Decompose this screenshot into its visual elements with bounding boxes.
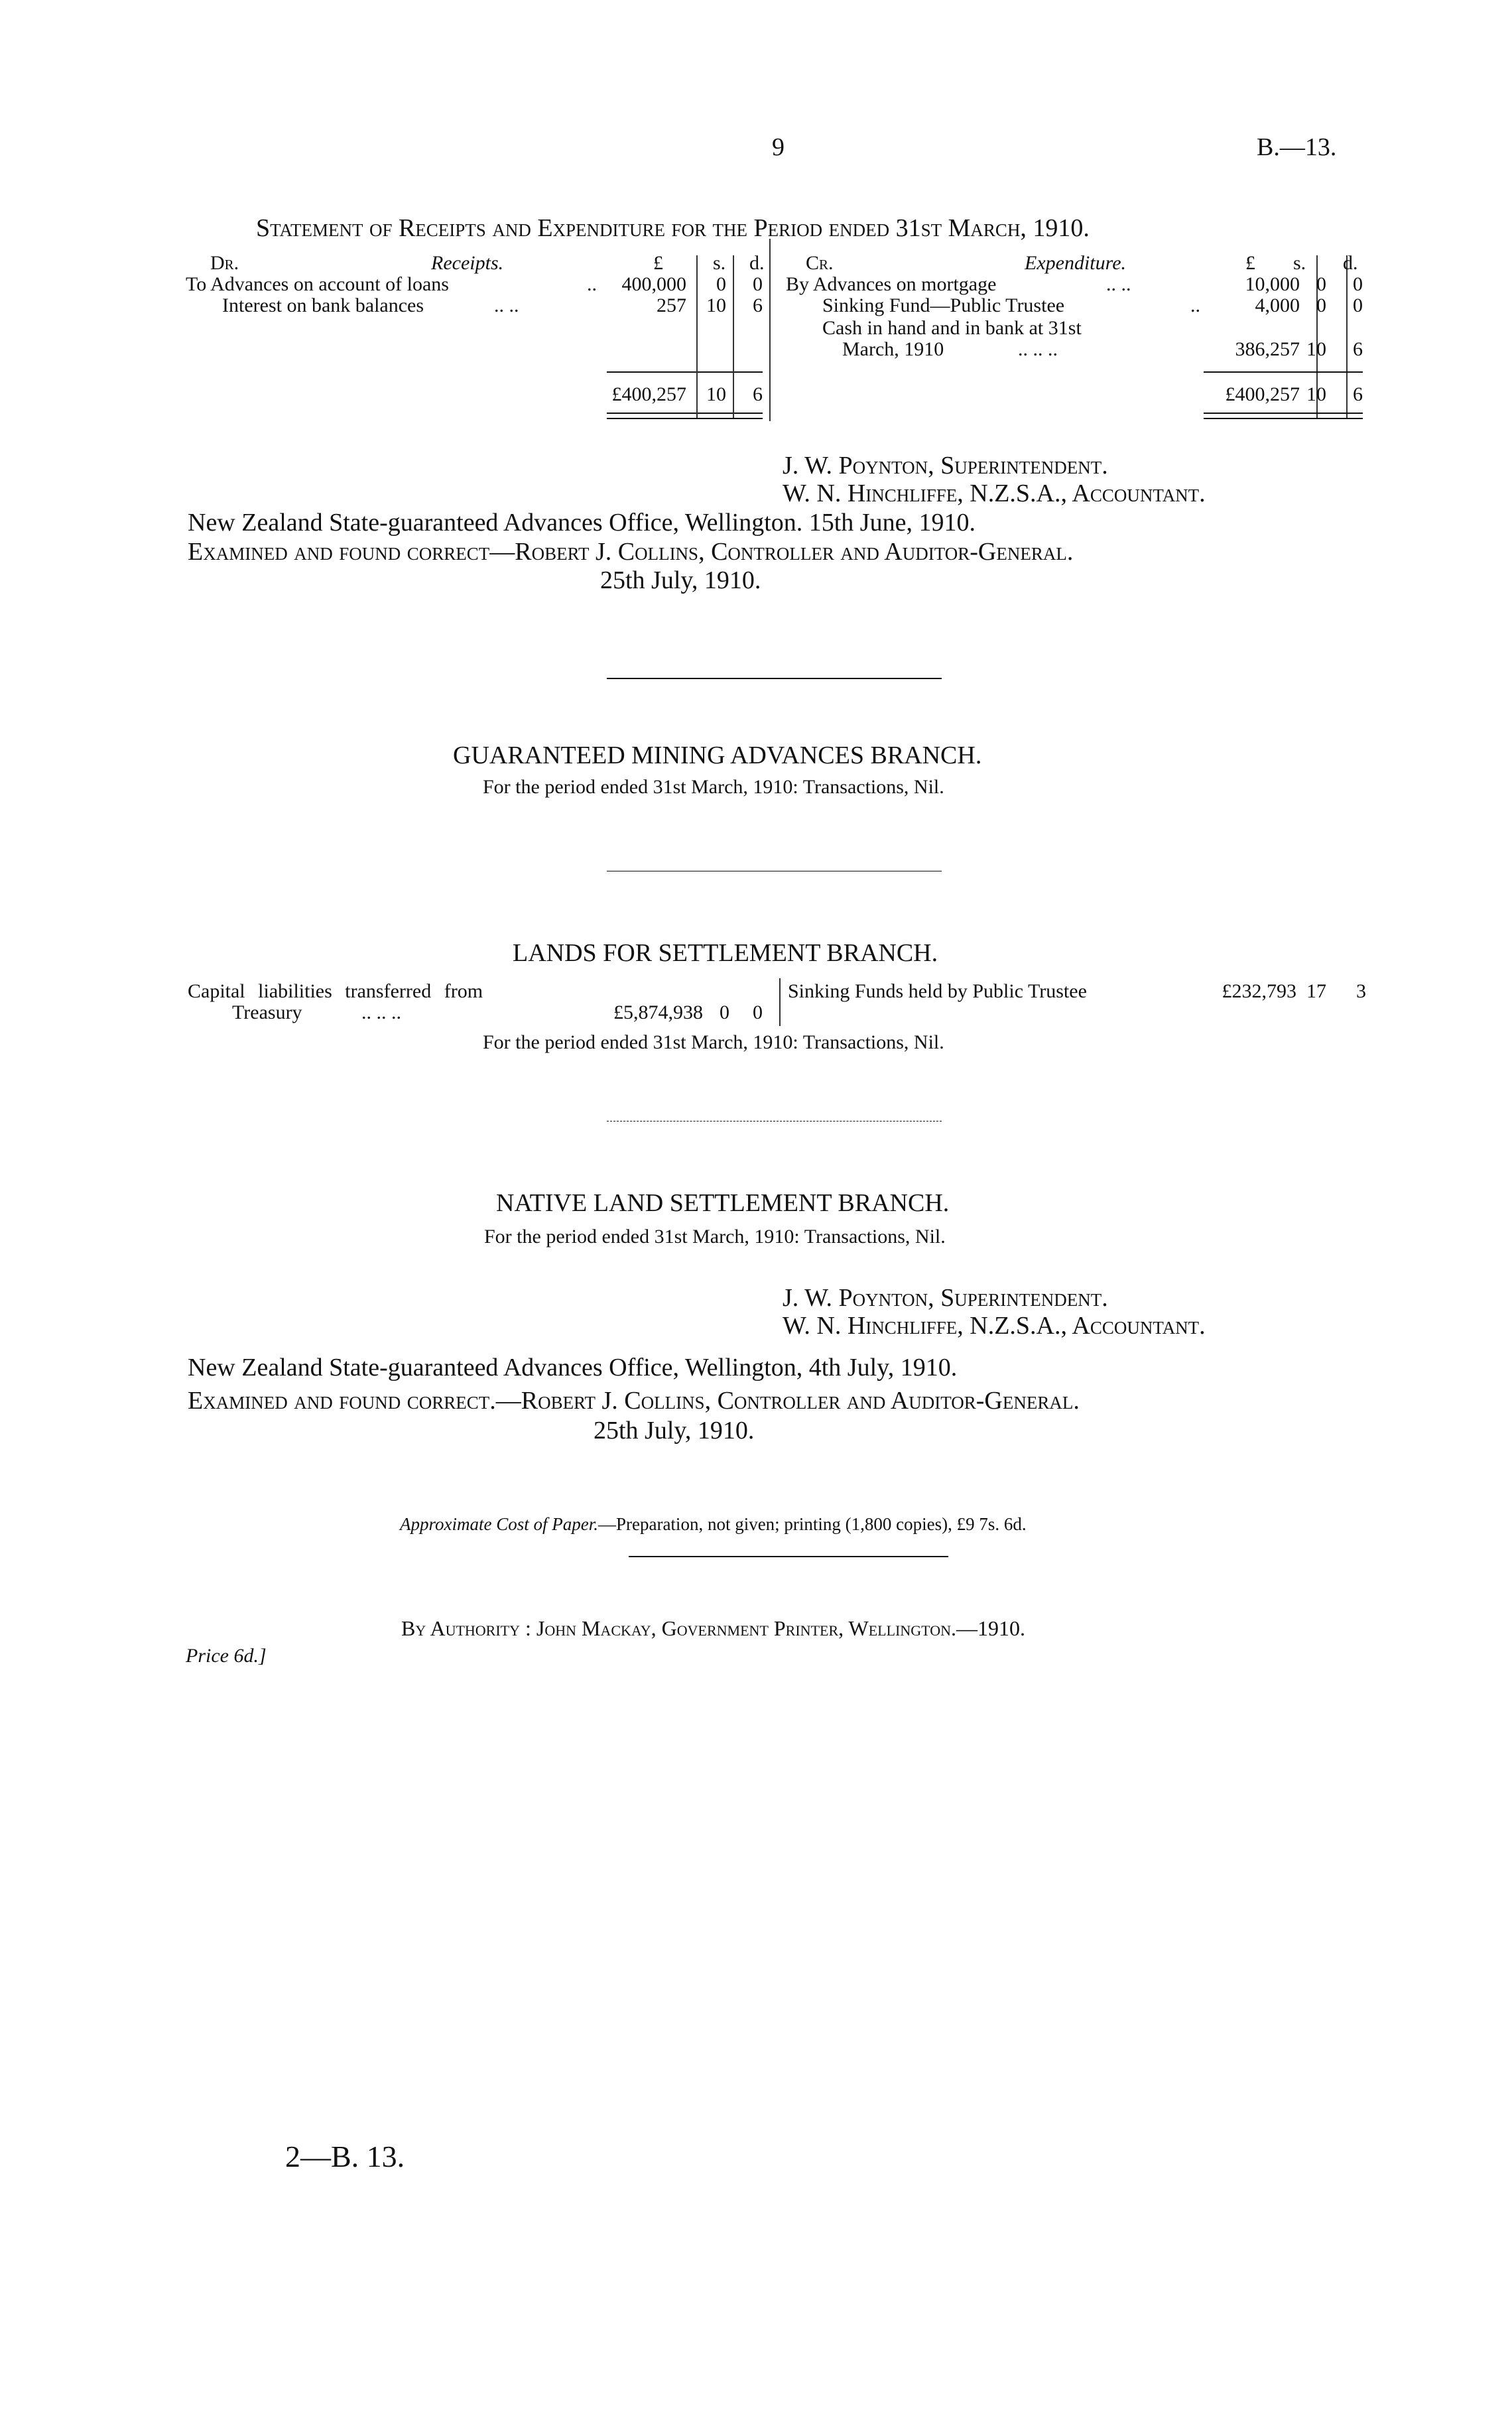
pence-column-header: d. [1343, 252, 1358, 274]
expenditure-subtotal-rule [1204, 371, 1363, 373]
expenditure-row-label: Sinking Fund—Public Trustee [822, 294, 1065, 316]
expenditure-heading: Expenditure. [1025, 252, 1127, 274]
section-separator [607, 678, 942, 679]
receipt-row-label: To Advances on account of loans [186, 273, 449, 295]
receipts-subtotal-rule [607, 371, 763, 373]
receipts-total-pence: 6 [753, 383, 763, 405]
accountant-signature: W. N. Hinchliffe, N.Z.S.A., Accountant. [783, 480, 1206, 507]
capital-liabilities-shillings: 0 [720, 1001, 729, 1023]
expenditure-total-shillings: 10 [1306, 383, 1326, 405]
office-dateline: New Zealand State-guaranteed Advances Office, Wellington, 4th July, 1910. [188, 1354, 958, 1381]
expenditure-row-label: By Advances on mortgage [786, 273, 997, 295]
expenditure-row-label: Cash in hand and in bank at 31st [822, 317, 1082, 339]
mining-branch-note: For the period ended 31st March, 1910: Transactions, Nil. [483, 776, 944, 798]
expenditure-row-pence: 0 [1353, 294, 1363, 316]
sinking-funds-pounds: £232,793 [1222, 980, 1296, 1002]
footer-rule [629, 1556, 948, 1557]
capital-liabilities-pence: 0 [753, 1001, 763, 1023]
expenditure-total-double-rule [1204, 413, 1363, 419]
receipt-row-shillings: 10 [706, 294, 726, 316]
expenditure-row-pounds: 10,000 [1245, 273, 1300, 295]
statement-title: Statement of Receipts and Expenditure for the Period ended 31st March, 1910. [256, 214, 1090, 242]
sinking-funds-pence: 3 [1356, 980, 1366, 1002]
printer-authority: By Authority : John Mackay, Government Printer, Wellington.—1910. [401, 1616, 1025, 1640]
receipts-total-shillings: 10 [706, 383, 726, 405]
sheet-signature-mark: 2—B. 13. [285, 2140, 405, 2173]
capital-liabilities-label: Capital liabilities transferred from [188, 980, 483, 1002]
receipt-row-pounds: 257 [657, 294, 686, 316]
office-dateline: New Zealand State-guaranteed Advances Office, Wellington. 15th June, 1910. [188, 509, 976, 537]
receipts-heading: Receipts. [431, 252, 504, 274]
center-divider [769, 239, 771, 421]
expenditure-row-leader: .. .. .. [1018, 338, 1058, 360]
sinking-funds-label: Sinking Funds held by Public Trustee [788, 980, 1087, 1002]
certification-date: 25th July, 1910. [600, 566, 761, 594]
sinking-funds-shillings: 17 [1306, 980, 1326, 1002]
receipts-total-double-rule [607, 413, 763, 419]
cost-of-paper-text: —Preparation, not given; printing (1,800 copies), £9 7s. 6d. [598, 1514, 1027, 1534]
page-number: 9 [772, 133, 785, 161]
lands-branch-note: For the period ended 31st March, 1910: Transactions, Nil. [483, 1031, 944, 1053]
cost-of-paper-label: Approximate Cost of Paper. [400, 1514, 598, 1534]
receipts-total-pounds: £400,257 [611, 383, 686, 405]
superintendent-signature: J. W. Poynton, Superintendent. [783, 1284, 1108, 1312]
section-separator [607, 1121, 942, 1122]
superintendent-signature: J. W. Poynton, Superintendent. [783, 452, 1108, 480]
auditor-certification: Examined and found correct.—Robert J. Collins, Controller and Auditor-General. [188, 1387, 1080, 1415]
shillings-column-header: s. [713, 252, 726, 274]
capital-liabilities-pounds: £5,874,938 [613, 1001, 703, 1023]
auditor-certification: Examined and found correct—Robert J. Collins, Controller and Auditor-General. [188, 538, 1074, 566]
receipt-row-pence: 0 [753, 273, 763, 295]
price-label: Price 6d.] [186, 1645, 267, 1667]
expenditure-row-shillings: 0 [1316, 294, 1326, 316]
pounds-column-header: £ [1245, 252, 1255, 274]
expenditure-row-label: March, 1910 [842, 338, 944, 360]
expenditure-row-shillings: 0 [1316, 273, 1326, 295]
expenditure-row-pence: 0 [1353, 273, 1363, 295]
expenditure-row-leader: .. [1190, 294, 1200, 316]
shillings-column-header: s. [1293, 252, 1306, 274]
expenditure-row-shillings: 10 [1306, 338, 1326, 360]
cr-label: Cr. [806, 252, 834, 274]
receipt-row-shillings: 0 [716, 273, 726, 295]
column-divider [696, 255, 698, 418]
native-branch-note: For the period ended 31st March, 1910: Transactions, Nil. [484, 1226, 946, 1248]
receipt-row-pounds: 400,000 [621, 273, 686, 295]
accountant-signature: W. N. Hinchliffe, N.Z.S.A., Accountant. [783, 1312, 1206, 1340]
expenditure-row-pence: 6 [1353, 338, 1363, 360]
native-branch-title: NATIVE LAND SETTLEMENT BRANCH. [496, 1189, 950, 1217]
receipt-row-pence: 6 [753, 294, 763, 316]
dr-label: Dr. [210, 252, 239, 274]
lands-branch-title: LANDS FOR SETTLEMENT BRANCH. [513, 939, 938, 967]
expenditure-row-pounds: 386,257 [1235, 338, 1300, 360]
column-divider [733, 255, 734, 418]
pounds-column-header: £ [653, 252, 663, 274]
receipt-row-leader: .. .. [494, 294, 519, 316]
expenditure-total-pence: 6 [1353, 383, 1363, 405]
expenditure-row-leader: .. .. [1106, 273, 1131, 295]
expenditure-row-pounds: 4,000 [1255, 294, 1300, 316]
center-divider [779, 978, 781, 1026]
capital-liabilities-label-cont: Treasury [232, 1001, 302, 1023]
cost-of-paper [400, 1514, 1027, 1535]
capital-liabilities-leader: .. .. .. [361, 1001, 401, 1023]
certification-date: 25th July, 1910. [594, 1417, 755, 1444]
receipt-row-label: Interest on bank balances [222, 294, 424, 316]
expenditure-total-pounds: £400,257 [1225, 383, 1300, 405]
mining-branch-title: GUARANTEED MINING ADVANCES BRANCH. [453, 741, 982, 769]
document-reference: B.—13. [1257, 133, 1337, 161]
receipt-row-leader: .. [587, 273, 597, 295]
pence-column-header: d. [749, 252, 765, 274]
